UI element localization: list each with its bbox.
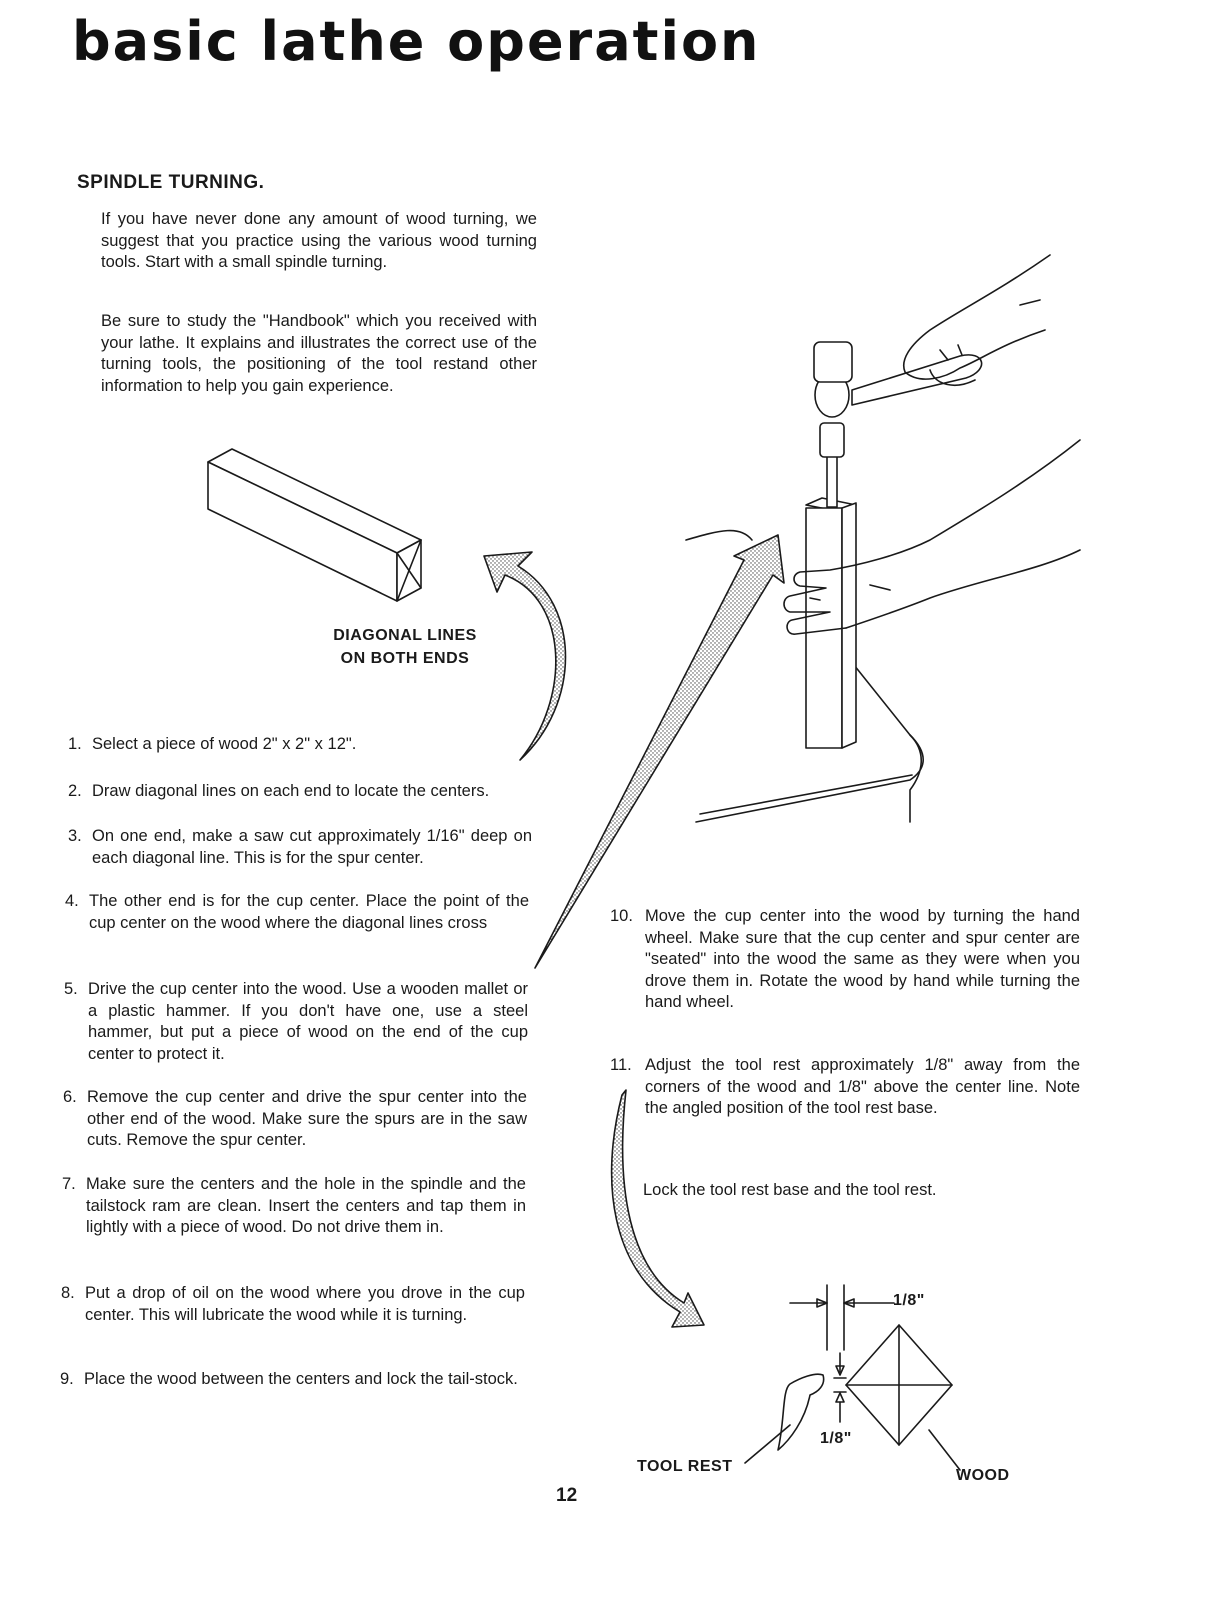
intro-paragraph-1: If you have never done any amount of wood turning, we suggest that you practice using the various wood turning tools. Start with a small spindle turning. bbox=[101, 210, 537, 271]
step-number: 5. bbox=[64, 980, 78, 998]
step-text: Move the cup center into the wood by turning the hand wheel. Make sure that the cup center and spur center are "seated" into the wood the same as they were when you drove them in. Rotate the wood by hand while turning the hand wheel. bbox=[645, 907, 1080, 1011]
step-number: 2. bbox=[68, 782, 82, 800]
step-number: 9. bbox=[60, 1370, 74, 1388]
page-number: 12 bbox=[556, 1485, 578, 1506]
curved-arrow-lower bbox=[612, 1090, 704, 1327]
step-number: 8. bbox=[61, 1284, 75, 1302]
step-text: Place the wood between the centers and lock the tail-stock. bbox=[84, 1370, 518, 1388]
wood-label: WOOD bbox=[956, 1467, 1010, 1484]
lock-note: Lock the tool rest base and the tool rest. bbox=[643, 1181, 937, 1199]
page-title: basic lathe operation bbox=[72, 10, 761, 73]
step-text: The other end is for the cup center. Place the point of the cup center on the wood where the diagonal lines cross bbox=[89, 892, 529, 932]
tool-rest-label: TOOL REST bbox=[637, 1458, 733, 1475]
gap-top-label: 1/8" bbox=[820, 1430, 852, 1447]
table-figure bbox=[686, 531, 923, 822]
step-text: On one end, make a saw cut approximately 1/16" deep on each diagonal line. This is for the spur center. bbox=[92, 827, 532, 867]
step-number: 11. bbox=[610, 1056, 632, 1074]
step-number: 4. bbox=[65, 892, 79, 910]
step-number: 6. bbox=[63, 1088, 77, 1106]
step-text: Make sure the centers and the hole in the spindle and the tailstock ram are clean. Insert the centers and tap them in lightly with a piece of wood. Do not drive them in. bbox=[86, 1175, 526, 1236]
diagonal-lines-label-1: DIAGONAL LINES bbox=[333, 627, 477, 644]
step-text: Drive the cup center into the wood. Use a wooden mallet or a plastic hammer. If you don't have one, use a steel hammer, but put a piece of wood on the end of the cup center to protect it. bbox=[88, 980, 528, 1063]
step-text: Put a drop of oil on the wood where you drove in the cup center. This will lubricate the wood while it is turning. bbox=[85, 1284, 525, 1324]
section-heading: SPINDLE TURNING. bbox=[77, 172, 265, 193]
wood-spindle-figure bbox=[806, 498, 856, 748]
step-number: 10. bbox=[610, 907, 633, 925]
step-text: Adjust the tool rest approximately 1/8" away from the corners of the wood and 1/8" above the center line. Note the angled position of the tool rest base. bbox=[645, 1056, 1080, 1117]
step-number: 3. bbox=[68, 827, 82, 845]
gap-side-label: 1/8" bbox=[893, 1292, 925, 1309]
step-text: Draw diagonal lines on each end to locate the centers. bbox=[92, 782, 490, 800]
step-text: Remove the cup center and drive the spur center into the other end of the wood. Make sure the spurs are in the saw cuts. Remove the spur center. bbox=[87, 1088, 527, 1149]
diagonal-lines-label-2: ON BOTH ENDS bbox=[340, 650, 470, 667]
intro-paragraph-2: Be sure to study the "Handbook" which you received with your lathe. It explains and illustrates the correct use of the turning tools, the positioning of the tool restand other information to help you gain experience. bbox=[101, 312, 537, 395]
step-number: 1. bbox=[68, 735, 82, 753]
step-number: 7. bbox=[62, 1175, 76, 1193]
step-text: Select a piece of wood 2" x 2" x 12". bbox=[92, 735, 357, 753]
long-diagonal-arrow bbox=[535, 535, 784, 968]
hammer-and-cup-center-figure bbox=[814, 342, 982, 507]
wood-block-figure bbox=[208, 449, 421, 601]
tool-rest-diagram bbox=[745, 1285, 960, 1470]
